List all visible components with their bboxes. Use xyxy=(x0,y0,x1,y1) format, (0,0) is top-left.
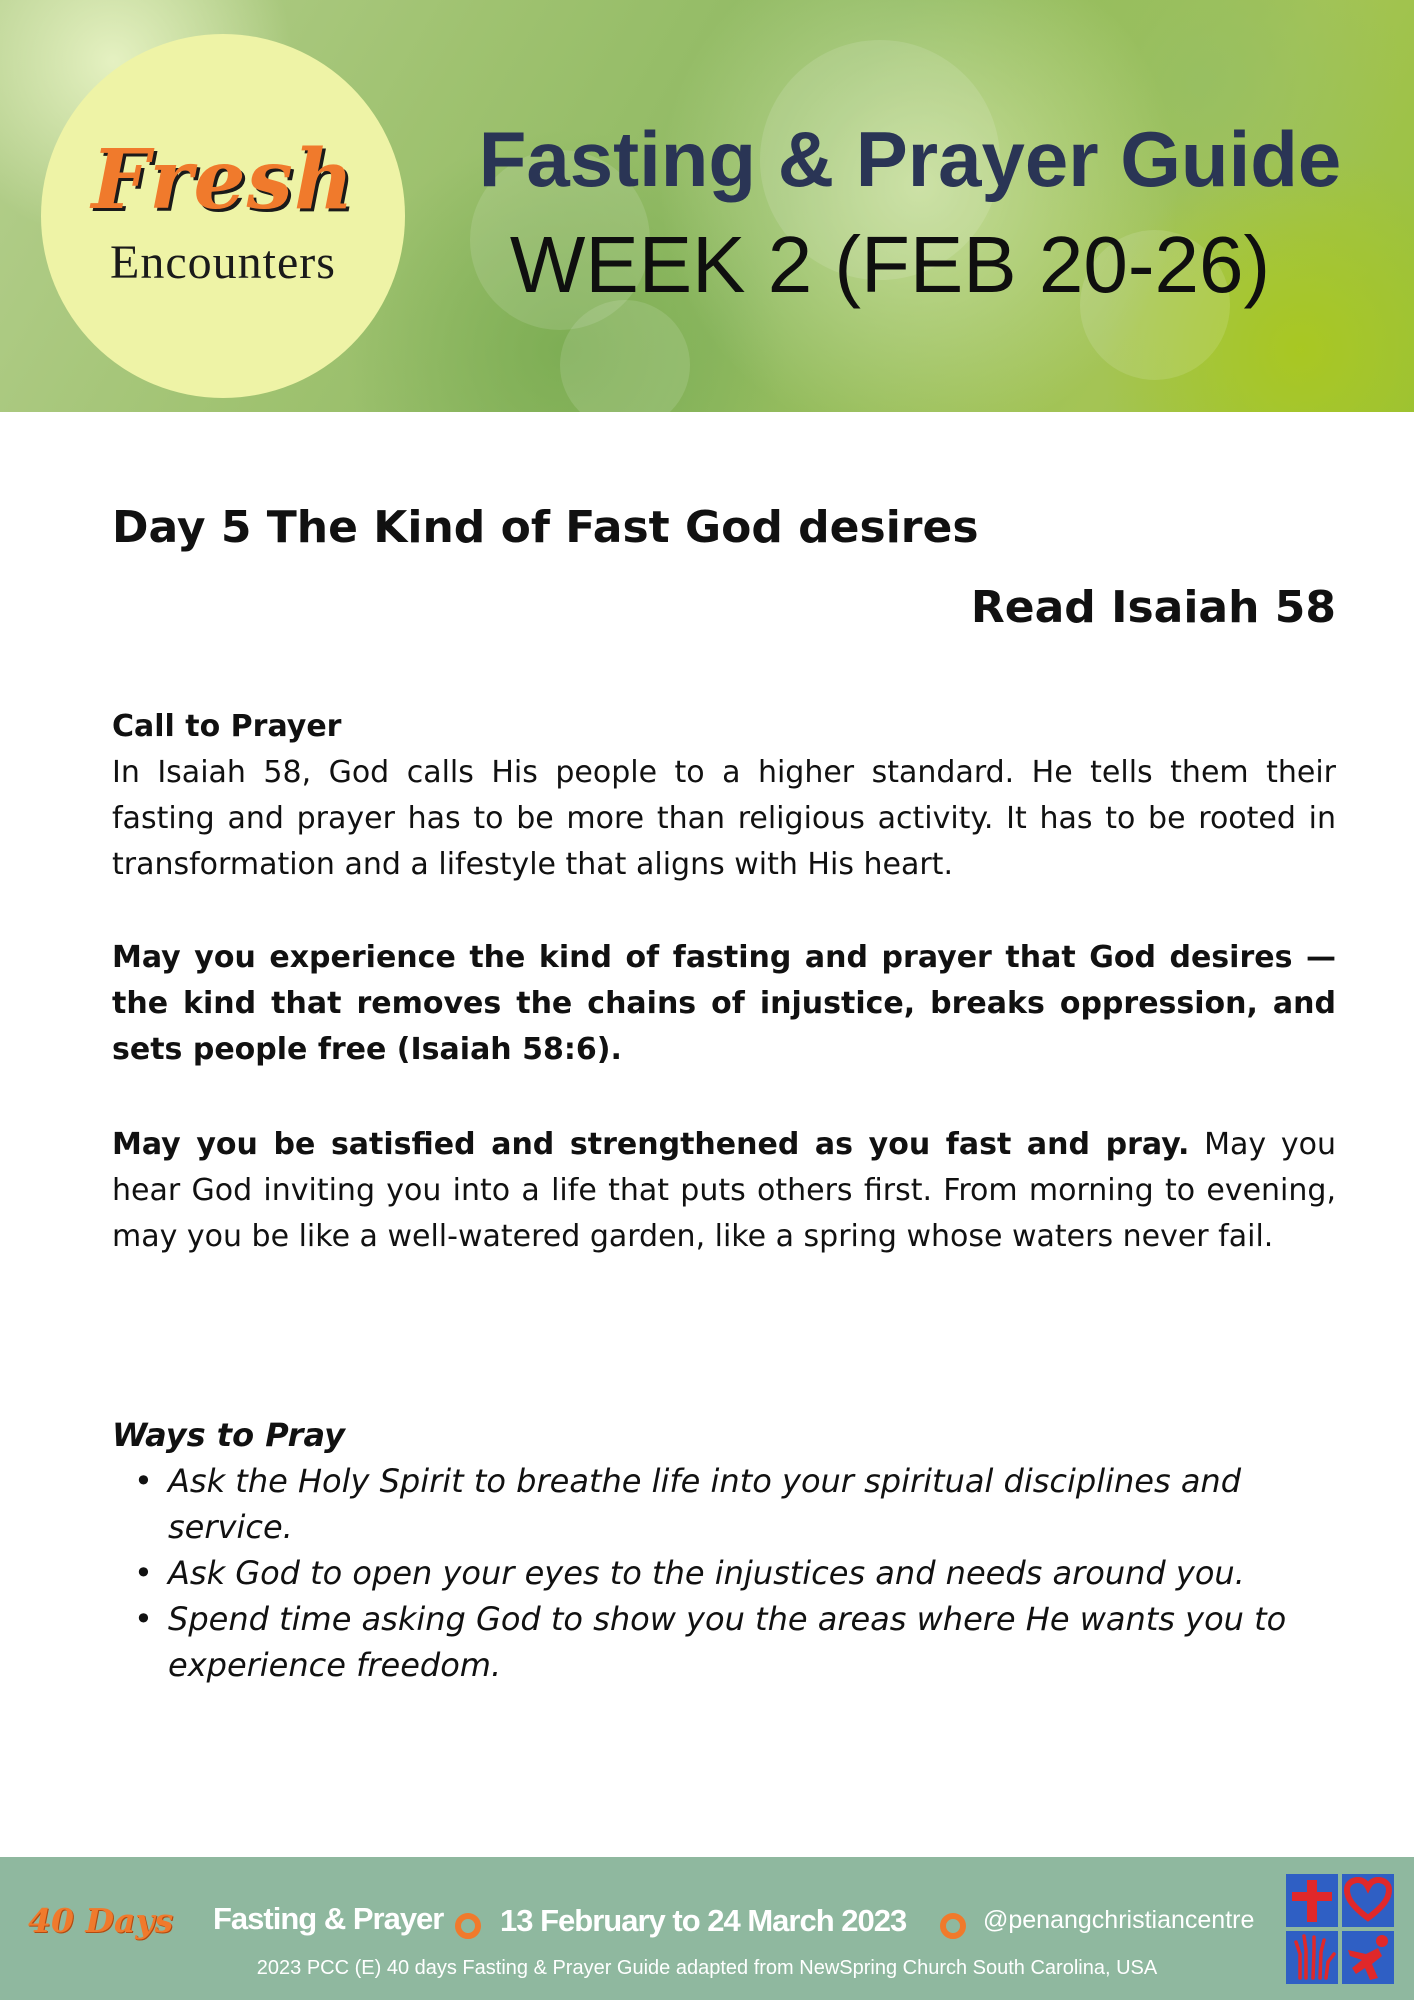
week-title: WEEK 2 (FEB 20-26) xyxy=(509,220,1271,309)
footer-dates: 13 February to 24 March 2023 xyxy=(500,1903,907,1938)
fresh-encounters-logo xyxy=(41,34,405,398)
circle-bullet-icon xyxy=(455,1913,481,1939)
circle-bullet-icon xyxy=(940,1913,966,1939)
call-to-prayer-text: In Isaiah 58, God calls His people to a higher standard. He tells them their fasting and prayer has to be more than religious activity. It has to be rooted in transformation and a lifestyle that aligns with His heart. xyxy=(112,755,1336,882)
logo-encounters-text: Encounters xyxy=(110,236,336,289)
footer-bar xyxy=(0,1857,1414,2000)
scripture-reference: Read Isaiah 58 xyxy=(970,582,1336,633)
list-item xyxy=(112,1458,1336,1550)
church-logo-icon xyxy=(1286,1874,1394,1984)
list-item-text: Spend time asking God to show you the areas where He wants you to experience freedom. xyxy=(168,1600,1287,1684)
footer-40-days: 40 Days xyxy=(28,1901,174,1940)
call-to-prayer-heading: Call to Prayer xyxy=(112,709,342,744)
footer-attribution: 2023 PCC (E) 40 days Fasting & Prayer Guide adapted from NewSpring Church South Carolina, USA xyxy=(256,1957,1158,1979)
ways-to-pray-list xyxy=(112,1458,1336,1688)
header-banner xyxy=(0,0,1414,412)
blessing-paragraph-2 xyxy=(112,1122,1336,1260)
logo-fresh-text: Fresh xyxy=(91,132,355,228)
bullet-icon: • xyxy=(134,1600,153,1638)
list-item-text: Ask the Holy Spirit to breathe life into your spiritual disciplines and service. xyxy=(168,1462,1242,1546)
bullet-icon: • xyxy=(134,1462,153,1500)
list-item-text: Ask God to open your eyes to the injustices and needs around you. xyxy=(168,1554,1245,1592)
blessing-paragraph-1: May you experience the kind of fasting and prayer that God desires — the kind that removes the chains of injustice, breaks oppression, and sets people free (Isaiah 58:6). xyxy=(112,940,1336,1067)
day-title: Day 5 The Kind of Fast God desires xyxy=(112,502,979,553)
footer-campaign: Fasting & Prayer xyxy=(213,1901,444,1936)
bokeh-decoration xyxy=(560,300,690,412)
blessing-2-bold: May you be satisfied and strengthened as you fast and pray. xyxy=(112,1127,1190,1162)
bullet-icon: • xyxy=(134,1554,153,1592)
list-item xyxy=(112,1550,1336,1596)
social-handle[interactable]: @penangchristiancentre xyxy=(983,1906,1255,1934)
guide-title: Fasting & Prayer Guide xyxy=(478,115,1342,203)
list-item xyxy=(112,1596,1336,1688)
ways-to-pray-heading: Ways to Pray xyxy=(112,1416,345,1454)
blessing-2-text: May you hear God inviting you into a life that puts others first. From morning to evening, may you be like a well-watered garden, like a spring whose waters never fail. xyxy=(112,1127,1336,1254)
